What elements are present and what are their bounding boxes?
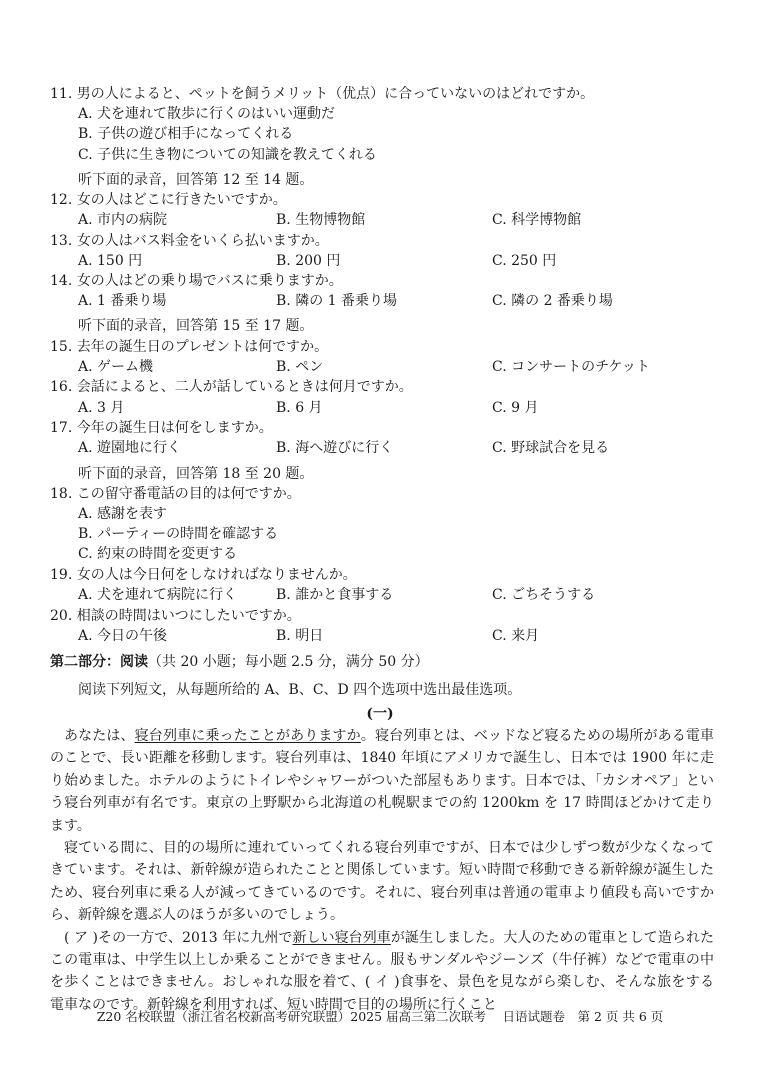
question-17-stem: 17. 今年の誕生日は何をしますか。: [50, 420, 273, 436]
question-14-option-a: A. 1 番乗り場: [78, 293, 167, 309]
question-19-option-a: A. 犬を連れて病院に行く: [78, 587, 238, 603]
instruction-15-17: 听下面的录音，回答第 15 至 17 题。: [78, 318, 314, 334]
question-16-option-a: A. 3 月: [78, 400, 125, 416]
p3-text-start: ( ア )その一方で、2013 年に九州で: [64, 929, 293, 946]
reading-section-header: [50, 652, 429, 672]
question-13-option-c: C. 250 円: [492, 253, 557, 269]
question-18-option-b: B. パーティーの時間を確認する: [78, 526, 279, 542]
reading-passage: [50, 725, 714, 1016]
p3-underlined-text: 新しい寝台列車: [292, 929, 391, 946]
question-11-option-b: B. 子供の遊び相手になってくれる: [78, 126, 294, 142]
question-16-stem: 16. 会話によると、二人が話しているときは何月ですか。: [50, 379, 413, 395]
question-17-option-b: B. 海へ遊びに行く: [276, 440, 394, 456]
question-11-option-a: A. 犬を連れて散歩に行くのはいい運動だ: [78, 106, 336, 122]
question-15-stem: 15. 去年の誕生日のプレゼントは何ですか。: [50, 339, 329, 355]
p1-underlined-text: 寝台列車に乗ったことがありますか: [134, 728, 361, 744]
question-17-option-c: C. 野球試合を見る: [492, 440, 610, 456]
question-18-option-a: A. 感謝を表す: [78, 506, 168, 522]
question-20-option-c: C. 来月: [492, 628, 540, 644]
question-12-stem: 12. 女の人はどこに行きたいですか。: [50, 192, 287, 208]
instruction-12-14: 听下面的录音，回答第 12 至 14 题。: [78, 172, 314, 188]
question-19-option-c: C. ごちそうする: [492, 587, 596, 603]
question-20-stem: 20. 相談の時間はいつにしたいですか。: [50, 608, 301, 624]
question-12-option-c: C. 科学博物館: [492, 212, 582, 228]
question-19-option-b: B. 誰かと食事する: [276, 587, 394, 603]
p1-text-end: 。寝台列車とは、ベッドなど寝るための場所がある電車のことで、長い距離を移動します。寝台列車は、1840 年頃にアメリカで誕生し、日本では 1900 年に走り始めました。ホテルのようにトイレやシャワーがついた部屋もあります。日本では、「カシオペア」という寝台列車が有名です。東京の上野駅から北海道の札幌駅までの約 1200km を 17 時間ほどかけて走ります。: [50, 728, 715, 834]
question-15-option-a: A. ゲーム機: [78, 359, 154, 375]
question-17-option-a: A. 遊園地に行く: [78, 440, 182, 456]
question-18-option-c: C. 約束の時間を変更する: [78, 546, 238, 562]
question-16-option-b: B. 6 月: [276, 400, 323, 416]
passage-paragraph-1: [50, 725, 714, 837]
passage-paragraph-3: [50, 927, 714, 1017]
instruction-18-20: 听下面的录音，回答第 18 至 20 题。: [78, 466, 314, 482]
reading-instruction: 阅读下列短文，从每题所给的 A、B、C、D 四个选项中选出最佳选项。: [78, 682, 522, 698]
question-20-option-b: B. 明日: [276, 628, 324, 644]
question-14-option-c: C. 隣の 2 番乗り場: [492, 293, 613, 309]
reading-section-note: （共 20 小题；每小题 2.5 分，满分 50 分）: [148, 654, 429, 670]
p3-text-end: が誕生しました。大人のための電車として造られたこの電車は、中学生以上しか乗ることができません。服もサンダルやジーンズ（牛仔裤）などで電車の中を歩くことはできません。おしゃれな服を着て、( イ )食事を、景色を見ながら楽しむ、そんな旅をする電車なのです。新幹線を利用すれば、短い時間で目的の場所に行くこと: [50, 929, 715, 1013]
question-14-stem: 14. 女の人はどの乗り場でバスに乗りますか。: [50, 273, 343, 289]
question-12-option-b: B. 生物博物館: [276, 212, 366, 228]
question-19-stem: 19. 女の人は今日何をしなければなりませんか。: [50, 567, 357, 583]
question-13-stem: 13. 女の人はバス料金をいくら払いますか。: [50, 233, 329, 249]
question-13-option-b: B. 200 円: [276, 253, 341, 269]
question-11-stem: 11. 男の人によると、ペットを飼うメリット（优点）に合っていないのはどれですか。: [50, 86, 595, 102]
reading-section-title: 第二部分：阅读: [50, 654, 148, 670]
question-15-option-c: C. コンサートのチケット: [492, 359, 650, 375]
question-14-option-b: B. 隣の 1 番乗り場: [276, 293, 397, 309]
question-11-option-c: C. 子供に生き物についての知識を教えてくれる: [78, 147, 377, 163]
question-20-option-a: A. 今日の午後: [78, 628, 168, 644]
passage-number: (一): [366, 706, 394, 722]
question-12-option-a: A. 市内の病院: [78, 212, 168, 228]
question-16-option-c: C. 9 月: [492, 400, 539, 416]
question-13-option-a: A. 150 円: [78, 253, 143, 269]
p1-text-start: あなたは、: [64, 728, 135, 744]
question-15-option-b: B. ペン: [276, 359, 324, 375]
question-18-stem: 18. この留守番電話の目的は何ですか。: [50, 486, 301, 502]
page-footer: Z20 名校联盟（浙江省名校新高考研究联盟）2025 届高三第二次联考 日语试题卷 第 2 页 共 6 页: [96, 1009, 664, 1024]
passage-paragraph-2: 寝ている間に、目的の場所に連れていってくれる寝台列車ですが、日本では少しずつ数が少なくなってきています。それは、新幹線が造られたことと関係しています。短い時間で移動できる新幹線が誕生したため、寝台列車に乗る人が減ってきているのです。それに、寝台列車は普通の電車より値段も高いですから、新幹線を選ぶ人のほうが多いのでしょう。: [50, 840, 714, 924]
